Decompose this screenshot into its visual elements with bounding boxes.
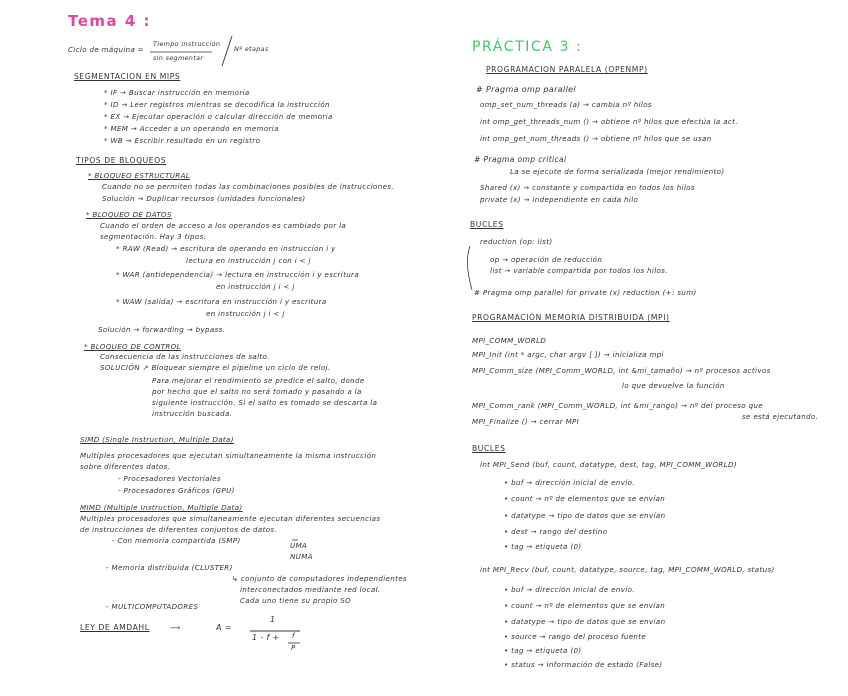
mpi-line: lo que devuelve la función (622, 381, 725, 390)
control-line: instrucción buscada. (152, 409, 233, 418)
omp-line: La se ejecute de forma serializada (mejor rendimiento) (510, 167, 725, 176)
send-line: • tag → etiqueta (0) (504, 542, 582, 551)
mimd-line: ↳ conjunto de computadores independientes (232, 574, 407, 583)
estructural-line: Cuando no se permiten todas las combinaciones posibles de instrucciones. (102, 182, 394, 191)
right-page (424, 0, 848, 696)
mpi-line: MPI_COMM_WORLD (472, 336, 547, 345)
prog-heading: PROGRAMACION PARALELA (OPENMP) (486, 65, 648, 74)
mpi-line: MPI_Comm_size (MPI_Comm_WORLD, int &mi_tamaño) → nº procesos activos (472, 366, 771, 375)
omp-line: omp_set_num_threads (a) → cambia nº hilos (480, 100, 652, 109)
seg-item: * IF → Buscar instrucción en memoria (104, 88, 250, 97)
cycle-numerator: Tiempo instrucción (153, 40, 221, 48)
cycle-denominator: sin segmentar (153, 54, 204, 62)
datos-line: Solución → forwarding → bypass. (98, 325, 226, 334)
omp-line: int omp_get_threads_num () → obtiene nº hilos que efectúa la act. (480, 117, 738, 126)
cycle-label: Ciclo de máquina = (68, 45, 145, 54)
send-line: • dest → rango del destino (504, 527, 608, 536)
recv-line: • buf → dirección inicial de envío. (504, 585, 635, 594)
bucles1-line: reduction (op: list) (480, 237, 553, 246)
amdahl-a: A = (216, 623, 232, 632)
mimd-line: interconectados mediante red local. (240, 585, 381, 594)
recv-line: • status → información de estado (False) (504, 660, 663, 669)
mimd-heading (80, 504, 243, 511)
amdahl-arrow-icon: ⟶ (170, 623, 181, 632)
recv-line: • datatype → tipo de datos que se envían (504, 617, 666, 626)
omp-line: Shared (x) → constante y compartida en todos los hilos (480, 183, 695, 192)
mimd-line: - MULTICOMPUTADORES (106, 602, 199, 611)
simd-line: Multiples procesadores que ejecutan simultaneamente la misma instrucción (80, 451, 377, 460)
mimd-line: de instrucciones de diferentes conjuntos de datos. (80, 525, 278, 534)
send-line: • buf → dirección inicial de envío. (504, 478, 635, 487)
datos-line: * RAW (Read) → escritura de operando en instruccion i y (116, 244, 336, 253)
seg-item: * EX → Ejecutar operación o calcular dirección de memoria (104, 112, 333, 121)
omp-line: # Pragma omp critical (474, 155, 567, 164)
control-line: Para mejorar el rendimiento se predice el salto, donde (152, 376, 365, 385)
send-line: int MPI_Send (buf, count, datatype, dest, tag, MPI_COMM_WORLD) (480, 460, 737, 469)
amdahl-frac-den: P (291, 644, 296, 652)
mpi-line: MPI_Init (int * argc, char argv [ ]) → inicializa mpi (472, 350, 664, 359)
amdahl-denominator: 1 - f + (252, 633, 280, 642)
simd-line: - Procesadores Vectoriales (118, 474, 221, 483)
control-line: SOLUCIÓN ↗ Bloquear siempre el pipeline un ciclo de reloj. (100, 363, 331, 372)
send-line: • datatype → tipo de datos que se envían (504, 511, 666, 520)
seg-item: * MEM → Acceder a un operando en memoria (104, 124, 279, 133)
recv-line: int MPI_Recv (buf, count, datatype, source, tag, MPI_COMM_WORLD, status) (480, 565, 775, 574)
mpi-line: se está ejecutando. (742, 412, 819, 421)
amdahl-numerator: 1 (270, 615, 276, 624)
page-title: Tema 4 : (68, 12, 152, 30)
cycle-divisor: Nº etapas (234, 45, 269, 53)
control-line: Consecuencia de las instrucciones de salto. (100, 352, 270, 361)
simd-line: sobre diferentes datos. (80, 462, 171, 471)
datos-line: * WAR (antidependencia) → lectura en instrucción i y escritura (116, 270, 360, 279)
bucles1-line: list → variable compartida por todos los hilos. (490, 266, 668, 275)
bucles1-heading: BUCLES (470, 220, 504, 229)
control-line: por hecho que el salto no será tomado y pasando a la (152, 387, 362, 396)
omp-line: # Pragma omp parallel (476, 85, 576, 94)
mpi-heading: PROGRAMACIÓN MEMORIA DISTRIBUIDA (MPI) (472, 313, 670, 322)
practica-title: PRÁCTICA 3 : (472, 39, 583, 55)
mimd-heading-text: MIMD (Multiple Instruction, Multiple Data) (80, 503, 243, 512)
datos-line: en instrucción j i < j (206, 309, 285, 318)
mimd-line: - Memoria distribuida (CLUSTER) (106, 563, 233, 572)
bucles2-heading: BUCLES (472, 444, 506, 453)
datos-heading: * BLOQUEO DE DATOS (86, 210, 172, 219)
simd-line: - Procesadores Gráficos (GPU) (118, 486, 235, 495)
mimd-line: Cada uno tiene su propio SO (240, 596, 352, 605)
estructural-heading: * BLOQUEO ESTRUCTURAL (88, 171, 191, 180)
control-line: siguiente instrucción. Si el salto es tomado se descarta la (152, 398, 378, 407)
omp-line: private (x) → independiente en cada hilo (480, 195, 639, 204)
seg-heading: SEGMENTACION EN MIPS (74, 72, 181, 81)
mimd-uma: UMA (290, 541, 308, 550)
seg-item: * ID → Leer registros mientras se decodifica la instrucción (104, 100, 330, 109)
datos-line: segmentación. Hay 3 tipos: (100, 232, 207, 241)
bucles1-line: # Pragma omp parallel for private (x) reduction (+: sum) (474, 288, 697, 297)
mimd-line: - Con memoria compartida (SMP) (112, 536, 241, 545)
control-heading: * BLOQUEO DE CONTROL (84, 342, 181, 351)
simd-heading-text: SIMD (Single Instruction, Multiple Data) (80, 435, 234, 444)
mpi-line: MPI_Comm_rank (MPI_Comm_WORLD, int &mi_rango) → nº del proceso que (472, 401, 763, 410)
tipos-heading: TIPOS DE BLOQUEOS (76, 156, 167, 165)
send-line: • count → nº de elementos que se envían (504, 494, 666, 503)
datos-line: lectura en instrucción j con i < j (186, 256, 311, 265)
datos-line: * WAW (salida) → escritura en instrucción i y escritura (116, 297, 327, 306)
amdahl-frac-num: f (292, 632, 295, 640)
mimd-numa: NUMA (290, 552, 313, 561)
seg-item: * WB → Escribir resultado en un registro (104, 136, 261, 145)
estructural-line: Solución → Duplicar recursos (unidades funcionales) (102, 194, 306, 203)
datos-line: en instrucción j i < j (216, 282, 295, 291)
mimd-line: Multiples procesadores que simultaneamente ejecutan diferentes secuencias (80, 514, 381, 523)
recv-line: • count → nº de elementos que se envían (504, 601, 666, 610)
recv-line: • source → rango del proceso fuente (504, 632, 647, 641)
bucles1-line: op → operación de reducción (490, 255, 603, 264)
recv-line: • tag → etiqueta (0) (504, 646, 582, 655)
amdahl-label: LEY DE AMDAHL (80, 623, 150, 632)
simd-heading (80, 436, 234, 443)
mpi-line: MPI_Finalize () → cerrar MPI (472, 417, 580, 426)
omp-line: int omp_get_num_threads () → obtiene nº hilos que se usan (480, 134, 712, 143)
datos-line: Cuando el orden de acceso a los operandos es cambiado por la (100, 221, 347, 230)
